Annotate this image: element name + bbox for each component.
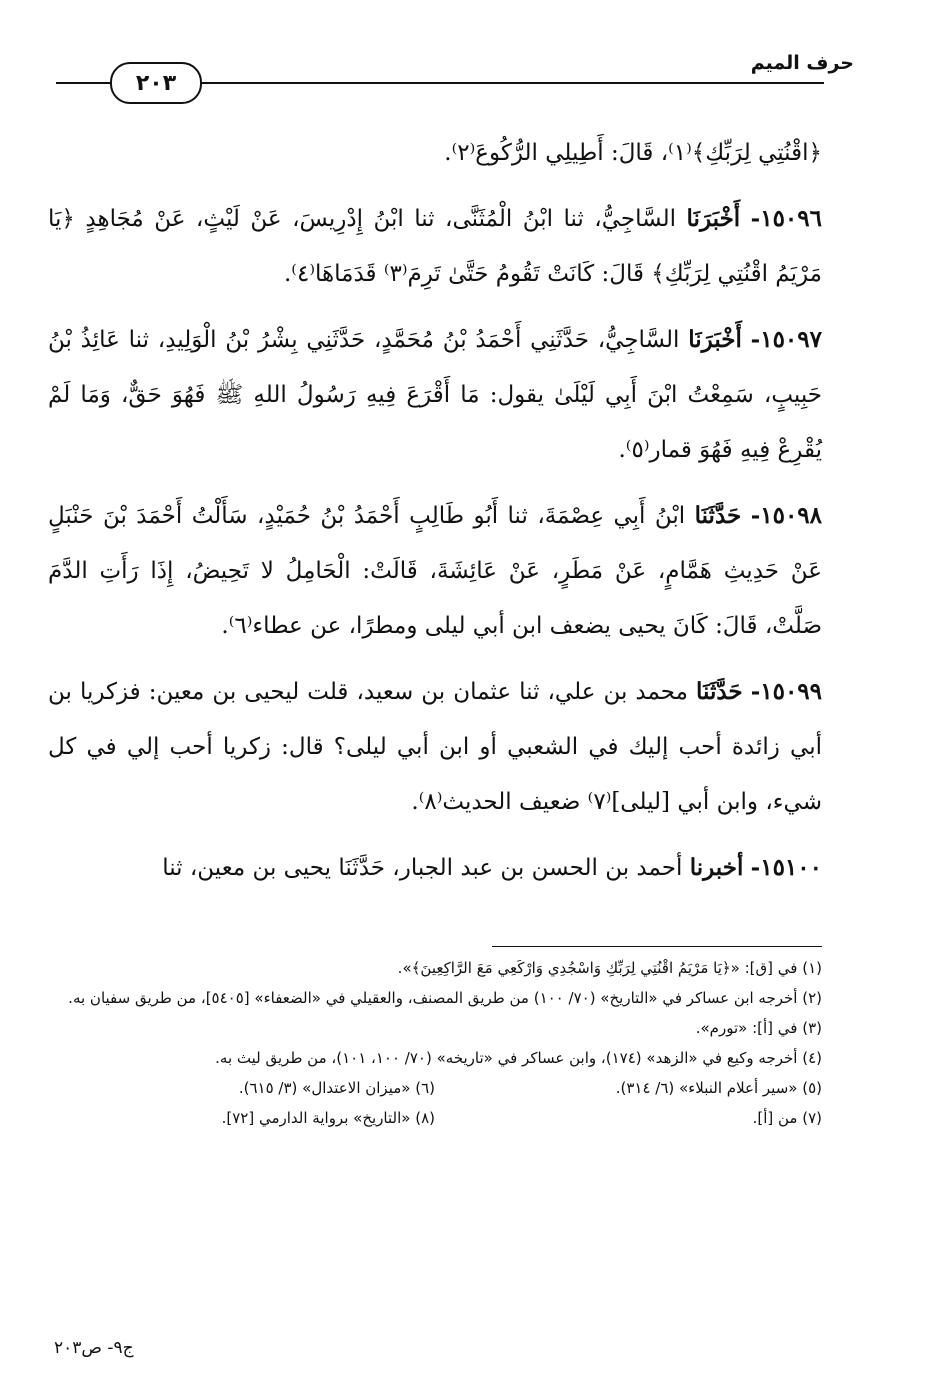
paragraph-text: ابْنُ أَبِي عِصْمَةَ، ثنا أَبُو طَالِبٍ أَحْمَدُ بْنُ حُمَيْدٍ، سَأَلْتُ أَحْمَدَ بْنَ حَنْبَلٍ عَنْ حَدِيثِ هَمَّامٍ، عَنْ مَطَرٍ، عَنْ عَائِشَةَ، قَالَتْ: الْحَامِلُ لا تَحِيضُ، إِذَا رَأَتِ الدَّمَ صَلَّتْ، قَالَ: كَانَ يحيى يضعف ابن أبي ليلى ومطرًا، عن عطاء⁽٦⁾. (48, 503, 822, 639)
narration-keyword: أَخْبَرَنَا (686, 205, 741, 232)
narration-keyword: حَدَّثَنَا (694, 502, 742, 529)
chapter-title: حرف الميم (750, 52, 854, 74)
paragraph (48, 664, 822, 830)
paragraph (48, 840, 822, 896)
volume-page-reference: ج٩- ص٢٠٣ (54, 1338, 134, 1358)
narration-keyword: أخبرنا (689, 854, 744, 881)
footnotes (48, 946, 822, 1133)
hadith-number: ١٥٠٩٦- (750, 205, 822, 232)
paragraph (48, 312, 822, 478)
paragraph (48, 125, 822, 181)
main-text (48, 125, 822, 906)
paragraph-text: السَّاجِيُّ، ثنا ابْنُ الْمُثَنَّى، ثنا ابْنُ إِدْرِيسَ، عَنْ لَيْثٍ، عَنْ مُجَاهِدٍ ﴿يَا مَرْيَمُ اقْنُتِي لِرَبِّكِ﴾ قَالَ: كَانَتْ تَقُومُ حَتَّىٰ تَرِمَ⁽٣⁾ قَدَمَاهَا⁽٤⁾. (48, 206, 822, 287)
narration-keyword: أَخْبَرَنَا (688, 326, 742, 353)
hadith-number: ١٥٠٩٧- (750, 326, 822, 353)
footnote-row (48, 1103, 822, 1133)
footnote: (٢) أخرجه ابن عساكر في «التاريخ» (٧٠/ ١٠٠) من طريق المصنف، والعقيلي في «الضعفاء» [٥٤٠٥]، من طريق سفيان به. (68, 989, 822, 1007)
paragraph (48, 191, 822, 302)
hadith-number: ١٥١٠٠- (750, 854, 822, 881)
footnote: (٤) أخرجه وكيع في «الزهد» (١٧٤)، وابن عساكر في «تاريخه» (٧٠/ ١٠٠، ١٠١)، من طريق ليث به. (215, 1049, 822, 1067)
footnote: (٧) من [أ]. (752, 1109, 822, 1127)
paragraph-text: أحمد بن الحسن بن عبد الجبار، حَدَّثَنَا يحيى بن معين، ثنا (162, 855, 683, 881)
paragraph-text: محمد بن علي، ثنا عثمان بن سعيد، قلت ليحيى بن معين: فزكريا بن أبي زائدة أحب إليك في الشعبي أو ابن أبي ليلى؟ قال: زكريا أحب إلي في كل شيء، وابن أبي [ليلى]⁽٧⁾ ضعيف الحديث⁽٨⁾. (48, 679, 822, 815)
hadith-number: ١٥٠٩٨- (750, 502, 823, 529)
narration-keyword: حَدَّثَنَا (696, 678, 743, 705)
paragraph-text: ﴿اقْنُتِي لِرَبِّكِ﴾⁽١⁾، قَالَ: أَطِيلِي الرُّكُوعَ⁽٢⁾. (444, 140, 822, 166)
footnote-separator (492, 946, 822, 947)
footnote-row (48, 1073, 822, 1103)
paragraph (48, 488, 822, 654)
footnote: (٣) في [أ]: «تورم». (695, 1019, 822, 1037)
footnote: (٥) «سير أعلام النبلاء» (٦/ ٣١٤). (615, 1079, 822, 1097)
footnote: (١) في [ق]: «﴿يَا مَرْيَمُ اقْنُتِي لِرَبِّكِ وَاسْجُدِي وَارْكَعِي مَعَ الرَّاكِعِينَ﴾». (397, 959, 822, 977)
paragraph-text: السَّاجِيُّ، حَدَّثَنِي أَحْمَدُ بْنُ مُحَمَّدٍ، حَدَّثَنِي بِشْرُ بْنُ الْوَلِيدِ، ثنا عَائِذُ بْنُ حَبِيبٍ، سَمِعْتُ ابْنَ أَبِي لَيْلَىٰ يقول: مَا أَقْرَعَ فِيهِ رَسُولُ اللهِ ﷺ فَهُوَ حَقٌّ، وَمَا لَمْ يُقْرِعْ فِيهِ فَهُوَ قمار⁽٥⁾. (48, 327, 822, 463)
page-number: ٢٠٣ (110, 62, 202, 104)
footnote: (٦) «ميزان الاعتدال» (٣/ ٦١٥). (238, 1079, 435, 1097)
hadith-number: ١٥٠٩٩- (750, 678, 823, 705)
footnote: (٨) «التاريخ» برواية الدارمي [٧٢]. (221, 1109, 435, 1127)
